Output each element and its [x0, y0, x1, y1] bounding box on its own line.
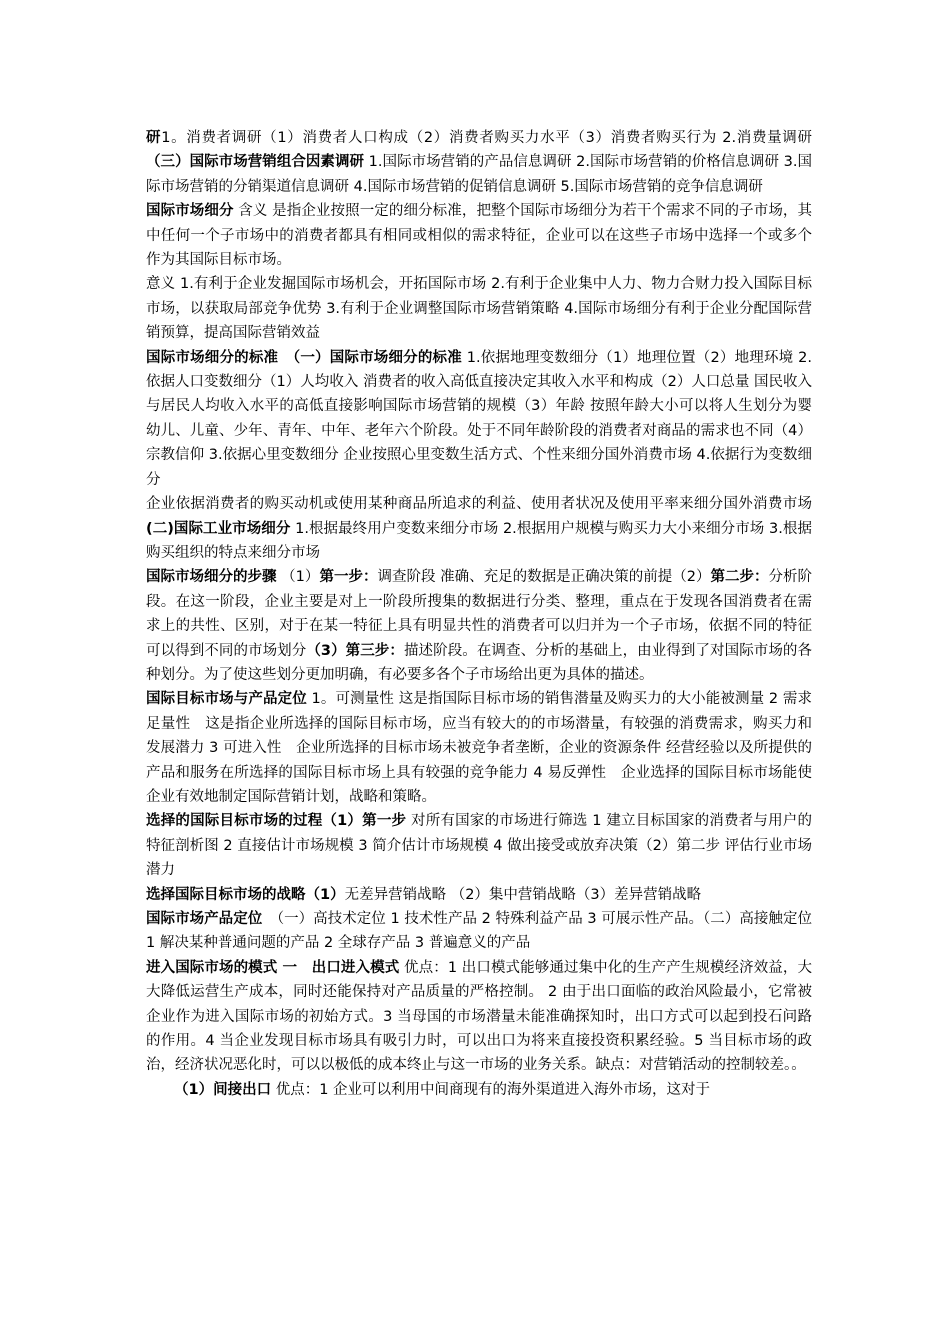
body-text: 优点：1 企业可以利用中间商现有的海外渠道进入海外市场，这对于 [271, 1081, 711, 1098]
paragraph [146, 199, 812, 272]
body-text: 分析阶段。在这一阶段，企业主要是对上一阶段所搜集的数据进行分类、整理，重点在于发现各国消费者在需求上的共性、区别，对于在某一特征上具有明显共性的消费者可以归并为一个子市场，依据不同的特征可以得到不同的市场划分 [146, 569, 813, 659]
bold-heading-text: 国际目标市场与产品定位 [146, 691, 307, 708]
body-text: 含义 是指企业按照一定的细分标准，把整个国际市场细分为若干个需求不同的子市场，其中任何一个子市场中的消费者都具有相同或相似的需求特征，企业可以在这些子市场中选择一个或多个作为其国际目标市场。 [146, 203, 813, 269]
paragraph [146, 126, 827, 199]
paragraph [146, 809, 812, 882]
paragraph [146, 1078, 812, 1102]
body-text: 对所有国家的市场进行筛选 1 建立目标国家的消费者与用户的特征剖析图 2 直接估计市场规模 3 简介估计市场规模 4 做出接受或放弃决策（2）第二步 评估行业市场潜力 [146, 813, 812, 879]
body-text: 1。可测量性 这是指国际目标市场的销售潜量及购买力的大小能被测量 2 需求足量性 这是指企业所选择的国际目标市场，应当有较大的的市场潜量，有较强的消费需求，购买力和发展潜力 3 可进入性 企业所选择的目标市场未被竞争者垄断，企业的资源条件 经营经验以及所提供的产品和服务在所选择的国际目标市场上具有较强的竞争能力 4 易反弹性 企业选择的国际目标市场能使企业有效地制定国际营销计划，战略和策略。 [146, 691, 812, 805]
bold-heading-text: （3）第三步： [306, 642, 404, 659]
paragraph [146, 346, 812, 492]
body-text: 优点：1 出口模式能够通过集中化的生产产生规模经济效益，大大降低运营生产成本，同时还能保持对产品质量的严格控制。 2 由于出口面临的政治风险最小，它常被企业作为进入国际市场的初始方式。3 当母国的市场潜量未能准确探知时，出口方式可以起到投石问路的作用。4 当企业发现目标市场具有吸引力时，可以出口为将来直接投资积累经验。5 当目标市场的政治，经济状况恶化时，可以以极低的成本终止与这一市场的业务关系。缺点：对营销活动的控制较差。。 [146, 959, 812, 1074]
body-text: 调查阶段 准确、充足的数据是正确决策的前提（2） [377, 569, 711, 586]
bold-heading-text: 研 [146, 130, 162, 146]
bold-heading-text: 国际市场细分 [146, 203, 234, 220]
bold-heading-text: 选择国际目标市场的战略（1） [146, 886, 345, 903]
body-text: 1.根据最终用户变数来细分市场 2.根据用户规模与购买力大小来细分市场 3.根据购买组织的特点来细分市场 [146, 520, 812, 561]
bold-heading-text: 进入国际市场的模式 一 出口进入模式 [146, 959, 400, 976]
paragraph [146, 883, 812, 907]
bold-heading-text: 国际市场细分的步骤 [146, 569, 277, 586]
body-text: 1.依据地理变数细分（1）地理位置（2）地理环境 2.依据人口变数细分（1）人均收入 消费者的收入高低直接决定其收入水平和构成（2）人口总量 国民收入与居民人均收入水平的高低直接影响国际市场营销的规模（3）年龄 按照年龄大小可以将人生划分为婴幼儿、儿童、少年、青年、中年、老年六个阶段。处于不同年龄阶段的消费者对商品的需求也不同（4）宗教信仰 3.依据心里变数细分 企业按照心里变数生活方式、个性来细分国外消费市场 4.依据行为变数细分 [146, 349, 812, 488]
body-text: 1。消费者调研（1）消费者人口构成（2）消费者购买力水平（3）消费者购买行为 2.消费量调研 [161, 130, 827, 146]
document-body [146, 126, 827, 1102]
paragraph [146, 565, 812, 687]
bold-heading-text: 国际市场产品定位 [146, 911, 263, 927]
paragraph [146, 492, 812, 565]
body-text: 意义 1.有利于企业发掘国际市场机会，开拓国际市场 2.有利于企业集中人力、物力合财力投入国际目标市场，以获取局部竞争优势 3.有利于企业调整国际市场营销策略 4.国际市场细分有利于企业分配国际营销预算，提高国际营销效益 [146, 276, 812, 342]
paragraph [146, 272, 812, 345]
body-text: 1.国际市场营销的产品信息调研 2.国际市场营销的价格信息调研 3.国际市场营销的分销渠道信息调研 4.国际市场营销的促销信息调研 5.国际市场营销的竞争信息调研 [146, 154, 812, 195]
body-text: （1） [276, 569, 320, 586]
body-text: 企业依据消费者的购买动机或使用某种商品所追求的利益、使用者状况及使用平率来细分国外消费市场 [146, 496, 812, 513]
body-text: 描述阶段。在调查、分析的基础上，由业得到了对国际市场的各种划分。为了使这些划分更加明确，有必要多各个子市场给出更为具体的描述。 [146, 642, 813, 683]
bold-heading-text: 选择的国际目标市场的过程（1）第一步 [146, 813, 407, 830]
body-text: 无差异营销战略 （2）集中营销战略（3）差异营销战略 [344, 886, 702, 903]
bold-heading-text: （1）间接出口 [174, 1081, 272, 1098]
bold-heading-text: 第一步： [319, 569, 378, 586]
paragraph [146, 687, 812, 809]
bold-heading-text: 国际市场细分的标准 （一）国际市场细分的标准 [146, 349, 462, 366]
paragraph [146, 956, 812, 1078]
bold-heading-text: （三）国际市场营销组合因素调研 [146, 154, 365, 171]
paragraph [146, 907, 812, 956]
bold-heading-text: 第二步： [710, 569, 769, 586]
bold-heading-text: (二)国际工业市场细分 [146, 520, 291, 537]
body-text: （一）高技术定位 1 技术性产品 2 特殊利益产品 3 可展示性产品。（二）高接触定位 1 解决某种普通问题的产品 2 全球存产品 3 普遍意义的产品 [146, 911, 813, 952]
